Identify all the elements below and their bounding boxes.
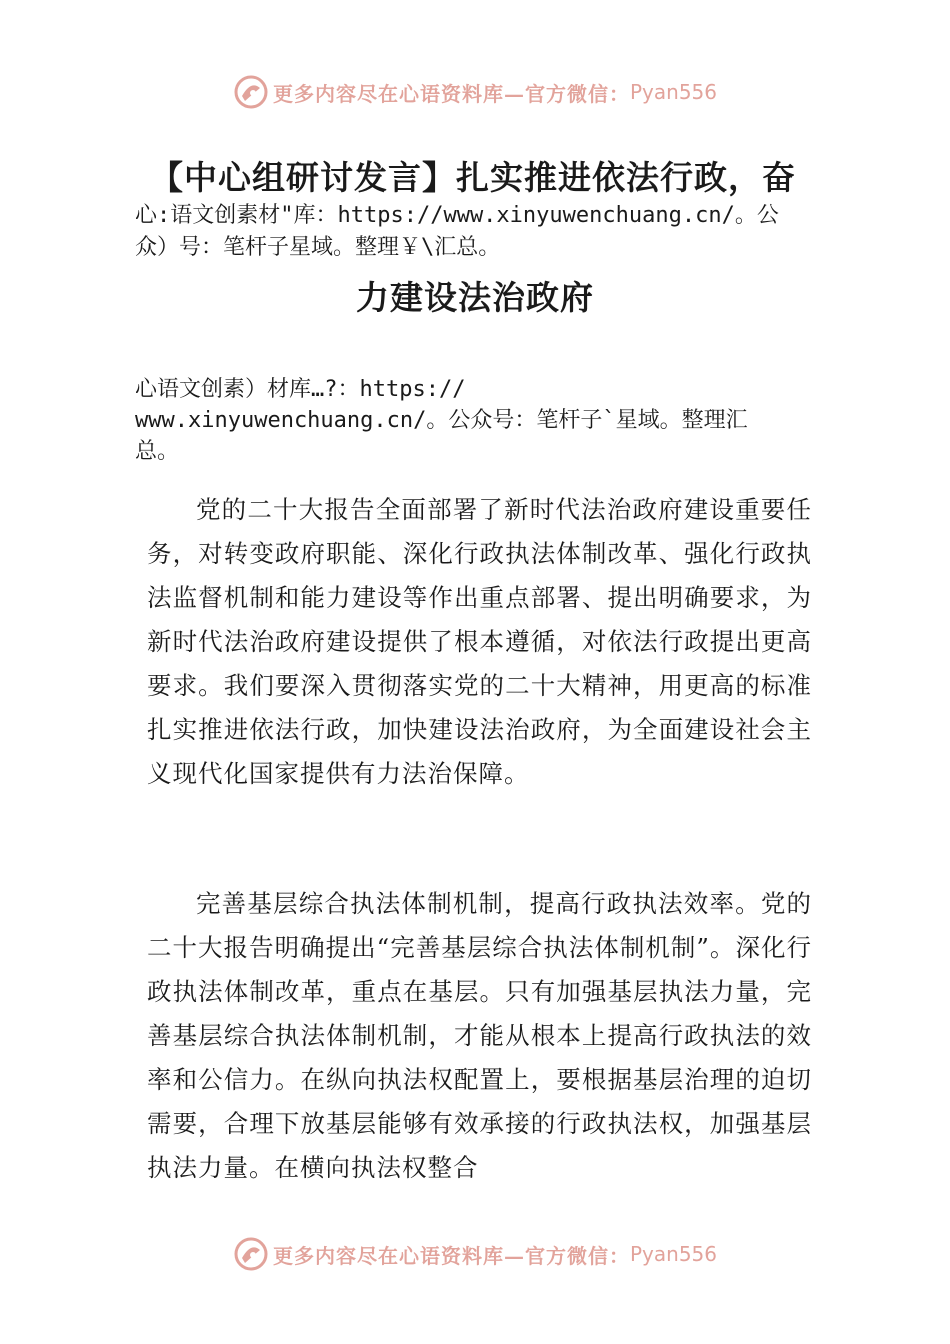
- brand-logo-icon: [233, 1236, 269, 1272]
- source-note-2: [135, 374, 855, 467]
- source-note-1: [135, 200, 855, 264]
- watermark-text: 更多内容尽在心语资料库—官方微信：: [272, 1243, 630, 1268]
- body-paragraph-2: 完善基层综合执法体制机制，提高行政执法效率。党的二十大报告明确提出“完善基层综合执法体制机制”。深化行政执法体制改革，重点在基层。只有加强基层执法力量，完善基层综合执法体制机制，才能从根本上提高行政执法的效率和公信力。在纵向执法权配置上，要根据基层治理的迫切需要，合理下放基层能够有效承接的行政执法权，加强基层执法力量。在横向执法权整合: [147, 889, 812, 1182]
- watermark-banner-bottom: [0, 1232, 950, 1276]
- body-paragraph-1: 党的二十大报告全面部署了新时代法治政府建设重要任务，对转变政府职能、深化行政执法体制改革、强化行政执法监督机制和能力建设等作出重点部署、提出明确要求，为新时代法治政府建设提供了根本遵循，对依法行政提出更高要求。我们要深入贯彻落实党的二十大精神，用更高的标准扎实推进依法行政，加快建设法治政府，为全面建设社会主义现代化国家提供有力法治保障。: [147, 495, 812, 788]
- source-note-2-line: 心语文创素）材库…?：https://: [135, 377, 466, 402]
- source-note-2-line: 总。: [135, 439, 180, 464]
- watermark-wechat-id: Pyan556: [629, 80, 717, 104]
- source-note-2-line: www.xinyuwenchuang.cn/。公众号：笔杆子`星域。整理汇: [135, 408, 748, 433]
- watermark-banner-top: [0, 70, 950, 114]
- brand-logo-icon: [233, 74, 269, 110]
- source-note-1-line: 心:语文创素材"库：https://www.xinyuwenchuang.cn/。公: [135, 203, 779, 228]
- document-title-line-2: 力建设法治政府: [356, 278, 594, 317]
- source-note-1-line: 众）号：笔杆子星域。整理￥\汇总。: [135, 235, 501, 260]
- watermark-text: 更多内容尽在心语资料库—官方微信：: [272, 81, 630, 106]
- watermark-wechat-id: Pyan556: [629, 1242, 717, 1266]
- document-title-line-1: 【中心组研讨发言】扎实推进依法行政，奋: [150, 158, 796, 197]
